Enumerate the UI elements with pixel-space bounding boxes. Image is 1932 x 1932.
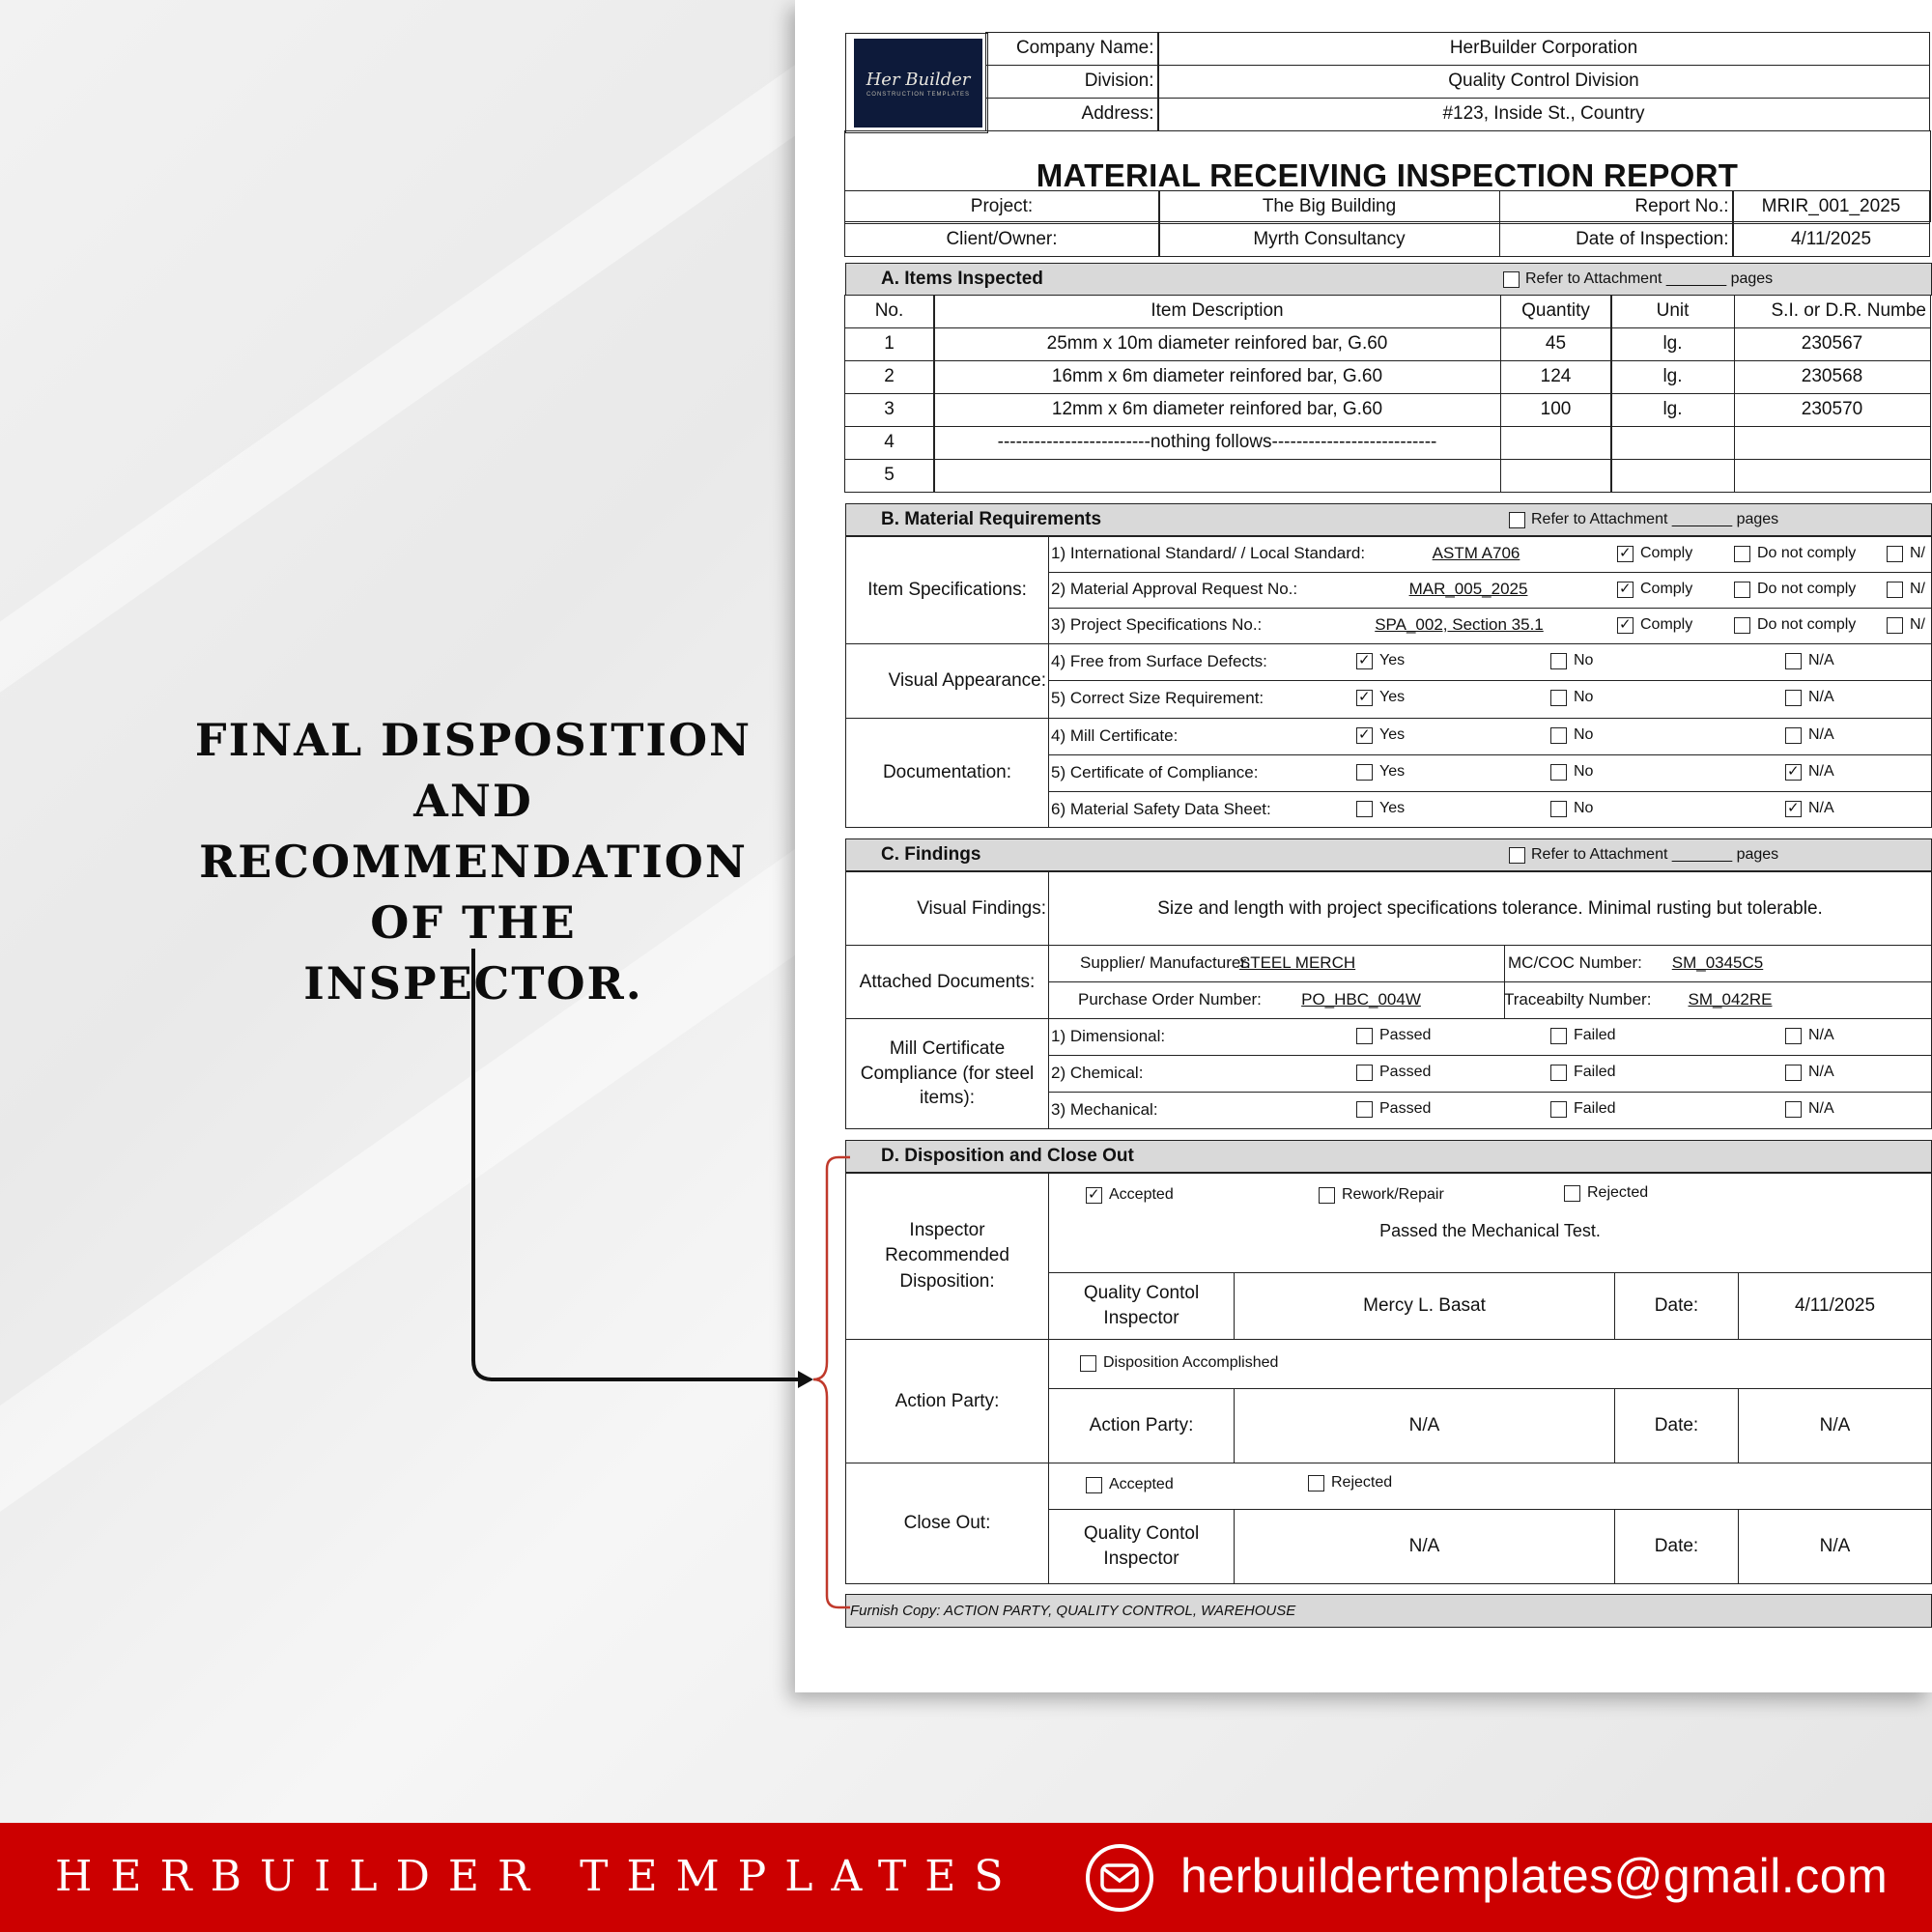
item-quantity: 45 [1500,327,1612,361]
rejected-label: Rejected [1587,1184,1649,1201]
project-label: Project: [844,190,1160,224]
co-qci-label: Quality Contol Inspector [1048,1509,1235,1584]
action-party-value: N/A [1234,1388,1615,1463]
not-comply-label: Do not comply [1757,616,1857,633]
section-a-header [845,263,1932,296]
section-a-title: A. Items Inspected [881,269,1043,289]
no-checkbox[interactable] [1550,801,1567,817]
item-quantity: 100 [1500,393,1612,427]
rejected-checkbox[interactable] [1564,1185,1580,1202]
spec-value: ASTM A706 [1432,544,1520,562]
passed-label: Passed [1379,1027,1432,1043]
visual-appearance-label: Visual Appearance: [845,643,1049,719]
na-checkbox[interactable] [1887,617,1903,634]
section-d-title: D. Disposition and Close Out [881,1146,1134,1166]
rework-checkbox[interactable] [1319,1187,1335,1204]
failed-label: Failed [1574,1100,1616,1117]
no-option[interactable] [1550,763,1593,781]
rework-label: Rework/Repair [1342,1186,1444,1203]
na-checkbox[interactable] [1785,653,1802,669]
item-no: 3 [844,393,935,427]
item-no: 2 [844,360,935,394]
item-description: -------------------------nothing follows--------------------------- [933,426,1501,460]
na-label: N/ [1910,581,1925,597]
callout-line: FINAL DISPOSITION [194,714,753,766]
visual-findings-text: Size and length with project specifications tolerance. Minimal rusting but tolerable. [1048,871,1932,946]
failed-option[interactable] [1550,1027,1616,1044]
attachment-label: Refer to Attachment _______ pages [1525,270,1774,287]
disposition-note: Passed the Mechanical Test. [1379,1221,1601,1240]
table-row [845,361,1932,395]
col-description-header: Item Description [933,295,1501,328]
na-option[interactable] [1785,1100,1834,1118]
accepted-label: Accepted [1109,1186,1174,1203]
col-no-header: No. [844,295,935,328]
na-checkbox[interactable] [1785,764,1802,781]
co-rejected-checkbox[interactable] [1308,1475,1324,1492]
mill-label: 2) Chemical: [1051,1064,1144,1082]
co-qci-value: N/A [1234,1509,1615,1584]
section-a-attachment [1503,270,1773,288]
item-si-number [1734,426,1931,460]
furnish-copy-note [845,1594,1932,1628]
not-comply-checkbox[interactable] [1734,582,1750,598]
spec-label: 3) Project Specifications No.: [1051,615,1263,634]
section-c-attachment [1509,846,1778,864]
na-option[interactable] [1785,1027,1834,1044]
qci-label: Quality Contol Inspector [1048,1272,1235,1340]
item-no: 4 [844,426,935,460]
yes-label: Yes [1379,763,1406,780]
item-si-number: 230570 [1734,393,1931,427]
no-label: No [1574,726,1594,743]
client-label: Client/Owner: [844,223,1160,257]
action-date-label: Date: [1614,1388,1739,1463]
action-date-value: N/A [1738,1388,1932,1463]
attachment-label: Refer to Attachment _______ pages [1531,511,1779,527]
company-value: HerBuilder Corporation [1157,32,1930,66]
address-label: Address: [985,98,1159,131]
passed-option[interactable] [1356,1027,1431,1044]
item-description: 12mm x 6m diameter reinfored bar, G.60 [933,393,1501,427]
attachment-label: Refer to Attachment _______ pages [1531,846,1779,863]
na-label: N/A [1808,1064,1834,1080]
supplier-value: STEEL MERCH [1238,953,1356,972]
company-label: Company Name: [985,32,1159,66]
yes-checkbox[interactable] [1356,801,1373,817]
section-d-header [845,1140,1932,1173]
no-label: No [1574,763,1594,780]
no-checkbox[interactable] [1550,764,1567,781]
footer-bar [0,1823,1932,1932]
trace-label: Traceabilty Number: [1504,990,1652,1009]
na-option[interactable] [1785,1064,1834,1081]
item-unit [1610,459,1735,493]
no-label: No [1574,652,1594,668]
na-checkbox[interactable] [1785,801,1802,817]
requirement-label: 4) Mill Certificate: [1051,726,1179,745]
not-comply-option[interactable] [1734,545,1856,562]
na-option[interactable] [1785,800,1834,817]
yes-checkbox[interactable] [1356,727,1373,744]
disposition-accomplished-label: Disposition Accomplished [1103,1354,1279,1371]
na-option[interactable] [1887,581,1925,598]
project-value: The Big Building [1158,190,1500,224]
trace-value: SM_042RE [1688,990,1773,1009]
item-no: 5 [844,459,935,493]
no-checkbox[interactable] [1550,653,1567,669]
na-checkbox[interactable] [1785,1028,1802,1044]
na-label: N/A [1808,652,1834,668]
co-accepted-label: Accepted [1109,1476,1174,1492]
spec-value: MAR_005_2025 [1408,580,1528,598]
failed-label: Failed [1574,1064,1616,1080]
co-rejected-label: Rejected [1331,1474,1393,1491]
co-accepted-option[interactable] [1086,1476,1174,1493]
item-quantity: 124 [1500,360,1612,394]
date-inspection-label: Date of Inspection: [1499,223,1734,257]
item-unit: lg. [1610,327,1735,361]
na-label: N/A [1808,726,1834,743]
passed-checkbox[interactable] [1356,1028,1373,1044]
accepted-option[interactable] [1086,1186,1174,1204]
callout-line: OF THE INSPECTOR. [303,896,643,1009]
comply-label: Comply [1640,581,1693,597]
table-row [845,394,1932,428]
passed-option[interactable] [1356,1064,1431,1081]
comply-label: Comply [1640,616,1693,633]
close-out-options-cell [1048,1463,1932,1510]
section-c-header [845,838,1932,871]
action-party-label: Action Party: [1048,1388,1235,1463]
attachment-checkbox[interactable] [1509,847,1525,864]
inspector-disposition-label: Inspector Recommended Disposition: [845,1173,1049,1340]
accepted-checkbox[interactable] [1086,1187,1102,1204]
not-comply-option[interactable] [1734,581,1856,598]
na-checkbox[interactable] [1785,690,1802,706]
section-b-header [845,503,1932,536]
passed-option[interactable] [1356,1100,1431,1118]
comply-checkbox[interactable] [1617,617,1634,634]
mill-label: 3) Mechanical: [1051,1100,1158,1119]
report-no-label: Report No.: [1499,190,1734,224]
requirement-label: 6) Material Safety Data Sheet: [1051,800,1271,818]
requirement-label: 5) Certificate of Compliance: [1051,763,1259,781]
na-label: N/ [1910,545,1925,561]
table-row [845,427,1932,461]
na-checkbox[interactable] [1785,1065,1802,1081]
yes-option[interactable] [1356,763,1405,781]
col-quantity-header: Quantity [1500,295,1612,328]
na-checkbox[interactable] [1785,1101,1802,1118]
na-option[interactable] [1785,689,1834,706]
yes-label: Yes [1379,800,1406,816]
mill-certificate-label: Mill Certificate Compliance (for steel items): [845,1018,1049,1129]
not-comply-checkbox[interactable] [1734,617,1750,634]
na-label: N/ [1910,616,1925,633]
failed-option[interactable] [1550,1064,1616,1081]
not-comply-option[interactable] [1734,616,1856,634]
passed-checkbox[interactable] [1356,1101,1373,1118]
callout-line: RECOMMENDATION [199,836,748,888]
report-no-value: MRIR_001_2025 [1732,190,1930,224]
comply-label: Comply [1640,545,1693,561]
qci-date-label: Date: [1614,1272,1739,1340]
mccoc-label: MC/COC Number: [1508,953,1642,972]
footer-email[interactable]: herbuildertemplates@gmail.com [1180,1849,1889,1903]
table-row [845,328,1932,362]
yes-option[interactable] [1356,726,1405,744]
no-option[interactable] [1550,800,1593,817]
not-comply-checkbox[interactable] [1734,546,1750,562]
na-label: N/A [1808,800,1834,816]
section-b-attachment [1509,511,1778,528]
no-option[interactable] [1550,726,1593,744]
item-quantity [1500,459,1612,493]
item-quantity [1500,426,1612,460]
po-value: PO_HBC_004W [1301,990,1421,1009]
date-inspection-value: 4/11/2025 [1732,223,1930,257]
attachment-checkbox[interactable] [1509,512,1525,528]
spec-value: SPA_002, Section 35.1 [1375,615,1544,634]
failed-option[interactable] [1550,1100,1616,1118]
no-checkbox[interactable] [1550,727,1567,744]
logo-script: Her Builder [866,69,971,90]
yes-checkbox[interactable] [1356,690,1373,706]
item-description: 25mm x 10m diameter reinfored bar, G.60 [933,327,1501,361]
yes-checkbox[interactable] [1356,653,1373,669]
documentation-label: Documentation: [845,718,1049,828]
rework-option[interactable] [1319,1186,1444,1204]
address-value: #123, Inside St., Country [1157,98,1930,131]
no-label: No [1574,800,1594,816]
item-unit [1610,426,1735,460]
supplier-label: Supplier/ Manufacturer: [1080,953,1251,972]
failed-label: Failed [1574,1027,1616,1043]
attachment-checkbox[interactable] [1503,271,1520,288]
yes-option[interactable] [1356,800,1405,817]
item-si-number: 230567 [1734,327,1931,361]
na-label: N/A [1808,689,1834,705]
disposition-accomplished-checkbox[interactable] [1080,1355,1096,1372]
comply-option[interactable] [1617,581,1692,598]
item-no: 1 [844,327,935,361]
failed-checkbox[interactable] [1550,1101,1567,1118]
item-description: 16mm x 6m diameter reinfored bar, G.60 [933,360,1501,394]
comply-checkbox[interactable] [1617,582,1634,598]
division-label: Division: [985,65,1159,99]
co-date-label: Date: [1614,1509,1739,1584]
spec-label: 2) Material Approval Request No.: [1051,580,1298,598]
na-checkbox[interactable] [1887,546,1903,562]
spec-label: 1) International Standard/ / Local Standard: [1051,544,1366,562]
attached-documents-label: Attached Documents: [845,945,1049,1019]
item-description [933,459,1501,493]
qci-value: Mercy L. Basat [1234,1272,1615,1340]
passed-label: Passed [1379,1100,1432,1117]
visual-findings-label: Visual Findings: [845,871,1049,946]
mccoc-value: SM_0345C5 [1671,953,1764,972]
callout-line: AND [413,775,533,827]
no-option[interactable] [1550,652,1593,669]
logo-subtitle: CONSTRUCTION TEMPLATES [866,91,971,98]
disposition-accomplished-option[interactable] [1080,1354,1278,1372]
yes-option[interactable] [1356,689,1405,706]
na-option[interactable] [1785,763,1834,781]
footer-brand: HERBUILDER TEMPLATES [55,1852,1022,1901]
requirement-label: 4) Free from Surface Defects: [1051,652,1267,670]
na-option[interactable] [1785,726,1834,744]
failed-checkbox[interactable] [1550,1065,1567,1081]
requirement-label: 5) Correct Size Requirement: [1051,689,1264,707]
comply-option[interactable] [1617,545,1692,562]
report-title: MATERIAL RECEIVING INSPECTION REPORT [844,130,1931,222]
yes-label: Yes [1379,652,1406,668]
client-value: Myrth Consultancy [1158,223,1500,257]
rejected-option[interactable] [1564,1184,1648,1202]
na-option[interactable] [1887,616,1925,634]
passed-label: Passed [1379,1064,1432,1080]
section-c-title: C. Findings [881,844,981,865]
item-si-number: 230568 [1734,360,1931,394]
item-si-number [1734,459,1931,493]
no-checkbox[interactable] [1550,690,1567,706]
mail-icon [1086,1844,1153,1912]
qci-date-value: 4/11/2025 [1738,1272,1932,1340]
not-comply-label: Do not comply [1757,581,1857,597]
na-option[interactable] [1887,545,1925,562]
section-b-title: B. Material Requirements [881,509,1102,529]
yes-label: Yes [1379,689,1406,705]
passed-checkbox[interactable] [1356,1065,1373,1081]
yes-label: Yes [1379,726,1406,743]
yes-option[interactable] [1356,652,1405,669]
col-unit-header: Unit [1610,295,1735,328]
item-unit: lg. [1610,360,1735,394]
yes-checkbox[interactable] [1356,764,1373,781]
na-checkbox[interactable] [1887,582,1903,598]
na-label: N/A [1808,763,1834,780]
table-row [845,460,1932,494]
na-label: N/A [1808,1027,1834,1043]
callout-heading [193,710,753,1014]
no-option[interactable] [1550,689,1593,706]
po-label: Purchase Order Number: [1078,990,1262,1009]
co-accepted-checkbox[interactable] [1086,1477,1102,1493]
division-value: Quality Control Division [1157,65,1930,99]
col-si-header: S.I. or D.R. Numbe [1734,295,1931,328]
na-option[interactable] [1785,652,1834,669]
not-comply-label: Do not comply [1757,545,1857,561]
co-rejected-option[interactable] [1308,1474,1392,1492]
close-out-label: Close Out: [845,1463,1049,1584]
comply-checkbox[interactable] [1617,546,1634,562]
failed-checkbox[interactable] [1550,1028,1567,1044]
co-date-value: N/A [1738,1509,1932,1584]
item-unit: lg. [1610,393,1735,427]
no-label: No [1574,689,1594,705]
furnish-copy-text: Furnish Copy: ACTION PARTY, QUALITY CONTROL, WAREHOUSE [850,1603,1296,1619]
na-checkbox[interactable] [1785,727,1802,744]
mill-label: 1) Dimensional: [1051,1027,1166,1045]
action-party-section-label: Action Party: [845,1339,1049,1463]
na-label: N/A [1808,1100,1834,1117]
items-header-row [845,296,1932,329]
item-specifications-label: Item Specifications: [845,536,1049,644]
comply-option[interactable] [1617,616,1692,634]
